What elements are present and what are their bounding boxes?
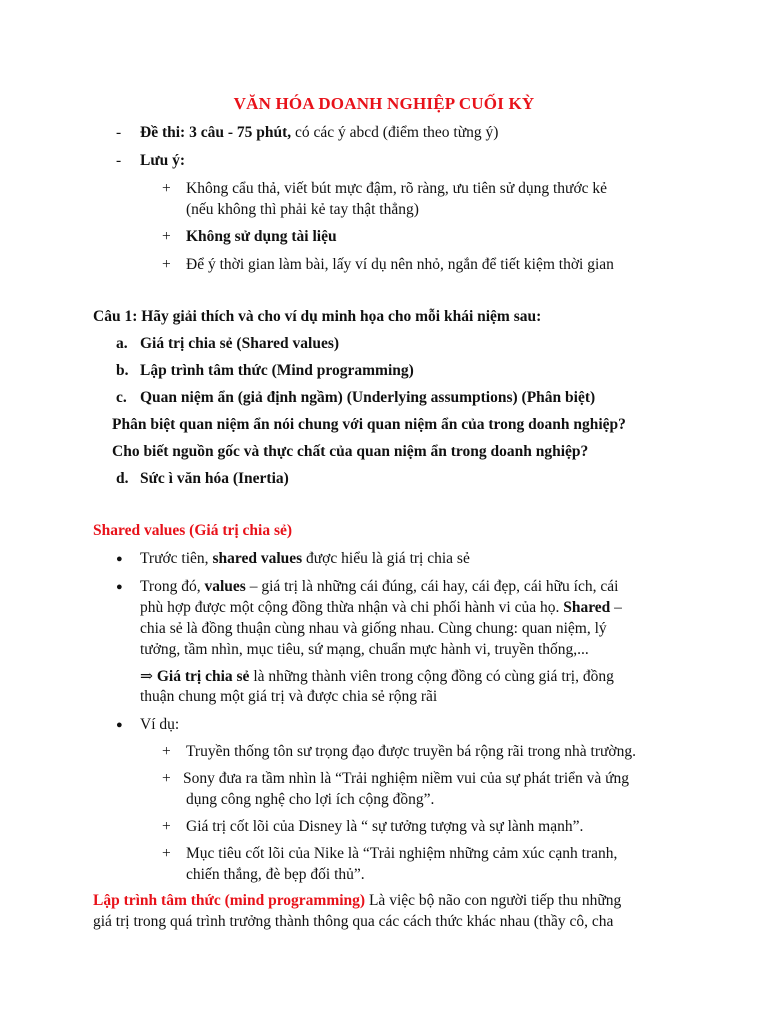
question-sub-2: Cho biết nguồn gốc và thực chất của quan niệm ẩn trong doanh nghiệp? — [112, 443, 589, 460]
section-heading-mind-programming: Lập trình tâm thức (mind programming) — [93, 892, 366, 909]
arrow-right-icon: ⇒ — [140, 668, 153, 685]
shared-bullet-2-line4: tưởng, tầm nhìn, mục tiêu, sứ mạng, chuẩn mực hành vi, truyền thống,... — [140, 641, 589, 658]
text-run: được hiểu là giá trị chia sẻ — [302, 550, 470, 567]
text-run: là những thành viên trong cộng đồng có cùng giá trị, đồng — [249, 668, 614, 685]
example-4-line2: chiến thắng, đè bẹp đối thủ”. — [186, 866, 365, 883]
question-item-letter: c. — [116, 389, 127, 406]
example-label: Ví dụ: — [140, 716, 180, 733]
shared-bullet-1 — [140, 550, 470, 568]
question-sub-1: Phân biệt quan niệm ẩn nói chung với quan niệm ẩn của trong doanh nghiệp? — [112, 416, 626, 433]
note-item-1-line1: Không cẩu thả, viết bút mực đậm, rõ ràng, ưu tiên sử dụng thước kẻ — [186, 180, 608, 197]
section-heading-shared-values: Shared values (Giá trị chia sẻ) — [93, 522, 293, 539]
note-item-marker: + — [162, 256, 171, 273]
bullet-icon: ● — [116, 581, 123, 593]
example-2-line2: dụng công nghệ cho lợi ích cộng đồng”. — [186, 791, 435, 808]
example-marker: + — [162, 818, 171, 835]
example-4-line1: Mục tiêu cốt lõi của Nike là “Trải nghiệm những cảm xúc cạnh tranh, — [186, 845, 618, 862]
exam-dash: - — [116, 124, 122, 141]
text-run: Trong đó, — [140, 578, 205, 595]
note-item-marker: + — [162, 180, 171, 197]
mind-programming-line1 — [93, 892, 621, 910]
exam-info — [140, 124, 498, 142]
shared-bullet-2-line3: chia sẻ là đồng thuận cùng nhau và giống nhau. Cùng chung: quan niệm, lý — [140, 620, 607, 637]
example-2-line1: Sony đưa ra tầm nhìn là “Trải nghiệm niềm vui của sự phát triển và ứng — [183, 770, 630, 787]
question-item-letter: a. — [116, 335, 128, 352]
text-run-bold: Shared — [563, 599, 611, 616]
text-run: Là việc bộ não con người tiếp thu những — [365, 892, 622, 909]
example-marker: + — [162, 845, 171, 862]
shared-bullet-2-line1 — [140, 578, 618, 596]
page-title: VĂN HÓA DOANH NGHIỆP CUỐI KỲ — [233, 94, 535, 113]
question-item-d: Sức ì văn hóa (Inertia) — [140, 470, 289, 487]
example-3: Giá trị cốt lõi của Disney là “ sự tưởng tượng và sự lành mạnh”. — [186, 818, 584, 835]
mind-programming-line2: giá trị trong quá trình trưởng thành thông qua các cách thức khác nhau (thầy cô, cha — [93, 913, 614, 930]
text-run: phù hợp được một cộng đồng thừa nhận và chi phối hành vi của họ. — [140, 599, 564, 616]
question-item-b: Lập trình tâm thức (Mind programming) — [140, 362, 414, 379]
text-run: Trước tiên, — [140, 550, 213, 567]
note-item-3: Để ý thời gian làm bài, lấy ví dụ nên nhỏ, ngắn để tiết kiệm thời gian — [186, 256, 614, 273]
text-run-bold: values — [204, 578, 246, 595]
note-item-marker: + — [162, 228, 171, 245]
question-1-heading: Câu 1: Hãy giải thích và cho ví dụ minh họa cho mỗi khái niệm sau: — [93, 308, 542, 325]
text-run: – — [610, 599, 622, 616]
question-item-letter: d. — [116, 470, 129, 487]
note-item-2: Không sử dụng tài liệu — [186, 228, 337, 245]
shared-conclusion-line2: thuận chung một giá trị và được chia sẻ rộng rãi — [140, 688, 438, 705]
question-item-a: Giá trị chia sẻ (Shared values) — [140, 335, 340, 352]
example-marker: + — [162, 770, 171, 787]
bullet-icon: ● — [116, 719, 123, 731]
bullet-icon: ● — [116, 553, 123, 565]
question-item-letter: b. — [116, 362, 129, 379]
note-label: Lưu ý: — [140, 152, 186, 169]
text-run-bold: Giá trị chia sẻ — [156, 668, 250, 685]
text-run-bold: shared values — [212, 550, 303, 567]
note-dash: - — [116, 152, 122, 169]
example-1: Truyền thống tôn sư trọng đạo được truyền bá rộng rãi trong nhà trường. — [186, 743, 636, 760]
question-item-c: Quan niệm ẩn (giả định ngầm) (Underlying assumptions) (Phân biệt) — [140, 389, 596, 406]
exam-info-rest: có các ý abcd (điểm theo từng ý) — [291, 124, 499, 141]
shared-conclusion-line1 — [140, 667, 614, 686]
exam-info-bold: Đề thi: 3 câu - 75 phút, — [140, 124, 292, 141]
example-marker: + — [162, 743, 171, 760]
note-item-1-line2: (nếu không thì phải kẻ tay thật thẳng) — [186, 201, 419, 218]
shared-bullet-2-line2 — [140, 599, 622, 617]
text-run: – giá trị là những cái đúng, cái hay, cái đẹp, cái hữu ích, cái — [245, 578, 619, 595]
